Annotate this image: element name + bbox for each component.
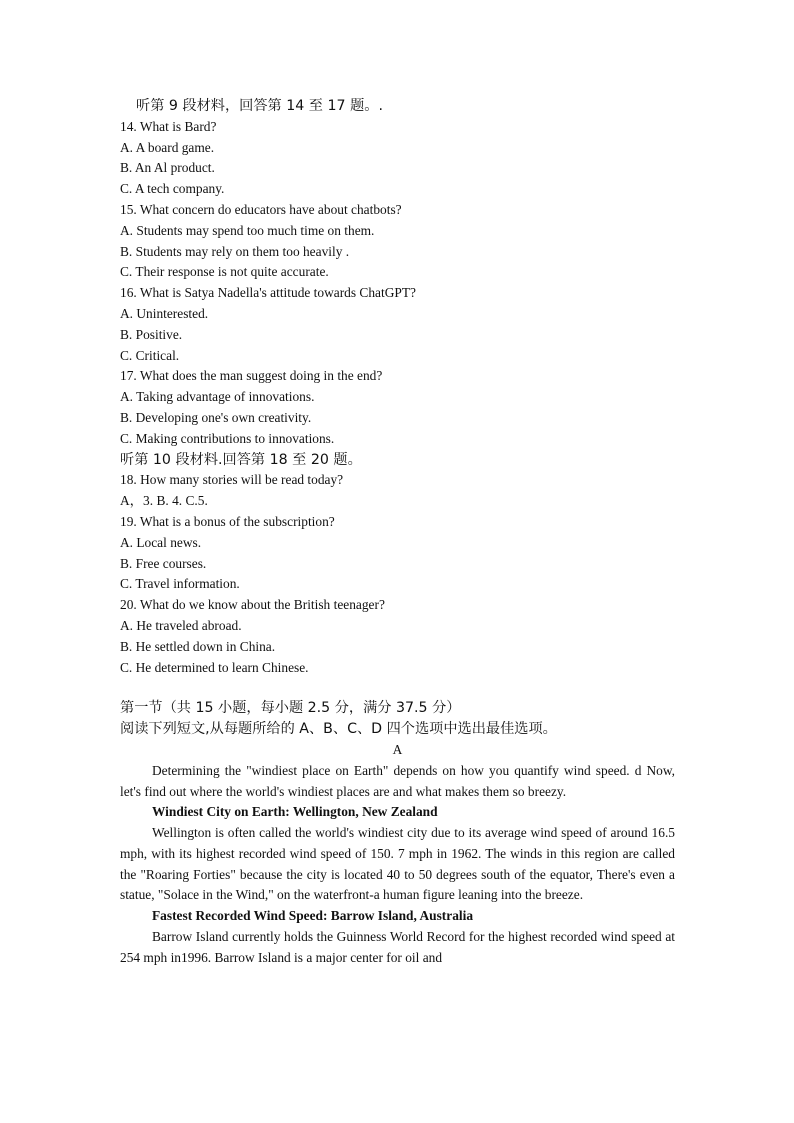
section9-question-line: C. A tech company. [120, 181, 225, 197]
passage-label: A [392, 741, 403, 757]
section-heading-wellington: Windiest City on Earth: Wellington, New Zealand [152, 804, 438, 820]
section9-question-line: B. Developing one's own creativity. [120, 409, 312, 425]
section9-question-line: B. Positive. [120, 326, 183, 342]
reading-part-title: 第一节（共 15 小题，每小题 2.5 分，满分 37.5 分） [120, 700, 461, 717]
section10-question-line: 18. How many stories will be read today? [120, 472, 344, 488]
section-heading-barrow-island: Fastest Recorded Wind Speed: Barrow Island, Australia [152, 908, 474, 924]
section10-questions [120, 470, 675, 678]
section9-question-line: 15. What concern do educators have about chatbots? [120, 201, 402, 217]
section9-question-line: B. An Al product. [120, 160, 215, 176]
passage-intro [120, 761, 675, 803]
section9-heading: 听第 9 段材料，回答第 14 至 17 题。. [136, 98, 383, 114]
section10-question-line: C. Travel information. [120, 576, 240, 592]
section10-question-line: C. He determined to learn Chinese. [120, 659, 309, 675]
section9-question-line: A. A board game. [120, 139, 215, 155]
section9-question-line: A. Taking advantage of innovations. [120, 389, 315, 405]
section10-question-line: B. Free courses. [120, 555, 207, 571]
paragraph-wellington-text: Wellington is often called the world's windiest city due to its average wind speed of around 16.5 mph, with its highest recorded wind speed of 150. 7 mph in 1962. The winds in this region are called the "Roaring Forties" because the city is located 40 to 50 degrees south of the equator, There's even a statue, "Solace in the Wind," on the waterfront-a human figure leaning into the breeze. [120, 825, 675, 903]
section9-question-line: 14. What is Bard? [120, 118, 217, 134]
section10-question-line: A. Local news. [120, 534, 202, 550]
section10-question-line: 19. What is a bonus of the subscription? [120, 513, 335, 529]
section9-question-line: A. Students may spend too much time on them. [120, 222, 375, 238]
paragraph-barrow-island-text: Barrow Island currently holds the Guinness World Record for the highest recorded wind speed at 254 mph in1996. Barrow Island is a major center for oil and [120, 929, 675, 965]
exam-page [120, 96, 675, 969]
paragraph-barrow-island [120, 927, 675, 969]
section9-question-line: C. Critical. [120, 347, 180, 363]
passage-intro-text: Determining the "windiest place on Earth" depends on how you quantify wind speed. d Now, let's find out where the world's windiest places are and what makes them so breezy. [120, 762, 675, 799]
section10-question-line: 20. What do we know about the British teenager? [120, 597, 385, 613]
paragraph-wellington [120, 823, 675, 906]
section10-question-line: B. He settled down in China. [120, 638, 276, 654]
section9-question-line: 16. What is Satya Nadella's attitude towards ChatGPT? [120, 285, 416, 301]
section10-heading: 听第 10 段材料.回答第 18 至 20 题。 [120, 451, 362, 468]
section9-question-line: B. Students may rely on them too heavily . [120, 243, 350, 259]
reading-instruction: 阅读下列短文,从每题所给的 A、B、C、D 四个选项中选出最佳选项。 [120, 721, 557, 738]
section10-question-line: A，3. B. 4. C.5. [120, 493, 208, 509]
section9-question-line: A. Uninterested. [120, 305, 209, 321]
section9-question-line: C. Making contributions to innovations. [120, 430, 335, 446]
section9-question-line: 17. What does the man suggest doing in the end? [120, 368, 383, 384]
section9-question-line: C. Their response is not quite accurate. [120, 264, 329, 280]
section9-questions [120, 117, 675, 450]
section10-question-line: A. He traveled abroad. [120, 617, 242, 633]
